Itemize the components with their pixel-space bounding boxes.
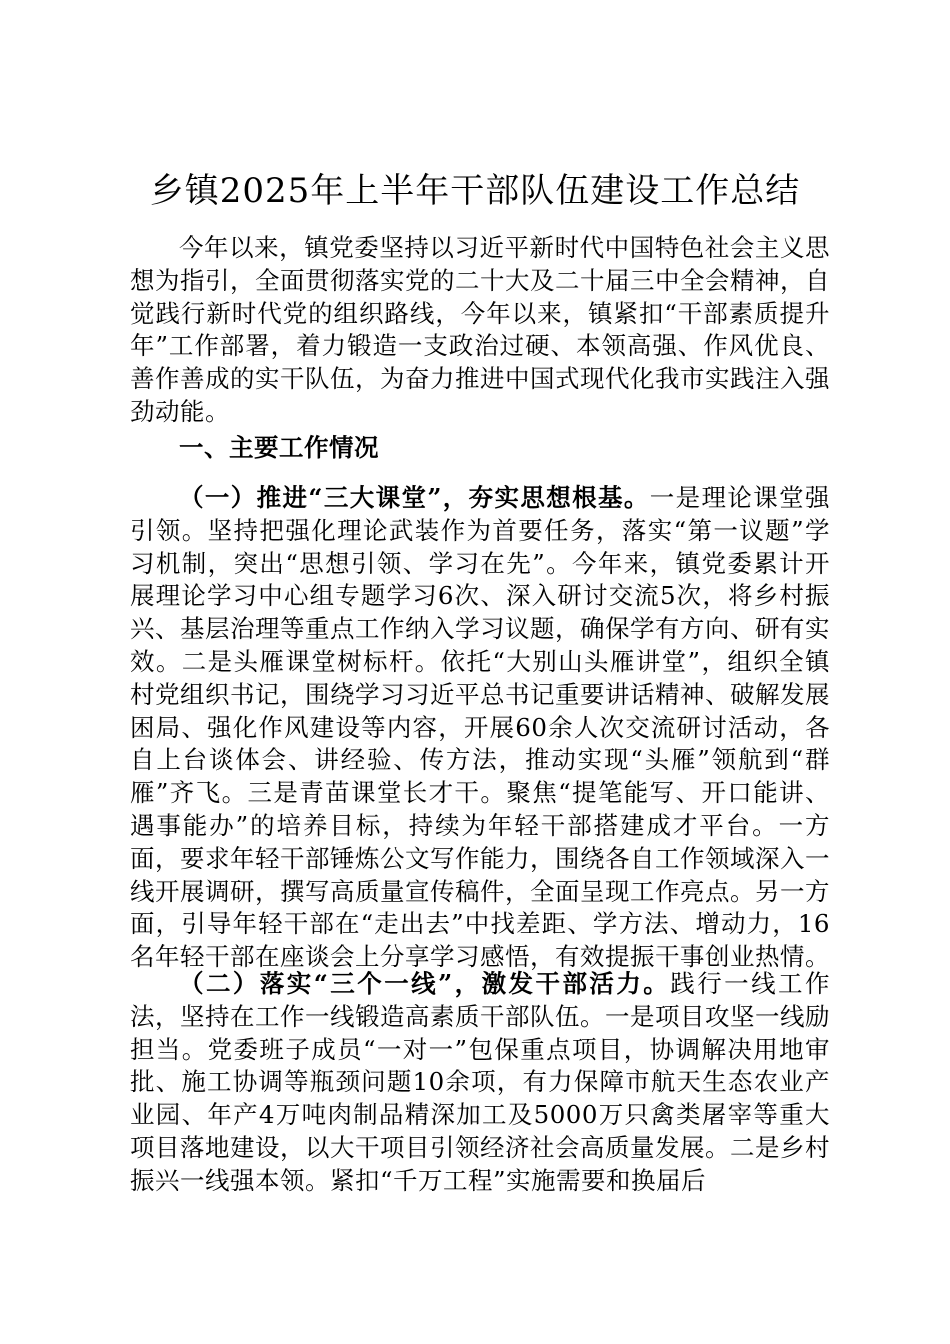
- intro-paragraph: 今年以来，镇党委坚持以习近平新时代中国特色社会主义思想为指引，全面贯彻落实党的二十大及二十届三中全会精神，自觉践行新时代党的组织路线，今年以来，镇紧扣“干部素质提升年”工作部署，着力锻造一支政治过硬、本领高强、作风优良、善作善成的实干队伍，为奋力推进中国式现代化我市实践注入强劲动能。: [130, 233, 830, 426]
- section-heading-main-work: 一、主要工作情况: [179, 433, 379, 462]
- subsection-lead-2: （二）落实“三个一线”，激发干部活力。: [179, 969, 671, 998]
- subsection-lead-1: （一）推进“三大课堂”，夯实思想根基。: [179, 483, 650, 512]
- document-title: 乡镇2025年上半年干部队伍建设工作总结: [149, 171, 801, 211]
- subsection-text-1: 一是理论课堂强引领。坚持把强化理论武装作为首要任务，落实“第一议题”学习机制，突出“思想引领、学习在先”。今年来，镇党委累计开展理论学习中心组专题学习6次、深入研讨交流5次，将乡村振兴、基层治理等重点工作纳入学习议题，确保学有方向、研有实效。二是头雁课堂树标杆。依托“大别山头雁讲堂”，组织全镇村党组织书记，围绕学习习近平总书记重要讲话精神、破解发展困局、强化作风建设等内容，开展60余人次交流研讨活动，各自上台谈体会、讲经验、传方法，推动实现“头雁”领航到“群雁”齐飞。三是青苗课堂长才干。聚焦“提笔能写、开口能讲、遇事能办”的培养目标，持续为年轻干部搭建成才平台。一方面，要求年轻干部锤炼公文写作能力，围绕各自工作领域深入一线开展调研，撰写高质量宣传稿件，全面呈现工作亮点。另一方面，引导年轻干部在“走出去”中找差距、学方法、增动力，16名年轻干部在座谈会上分享学习感悟，有效提振干事创业热情。: [130, 483, 830, 972]
- subsection-paragraph-1: [130, 482, 830, 974]
- subsection-paragraph-2: [130, 968, 830, 1198]
- subsection-text-2: 践行一线工作法，坚持在工作一线锻造高素质干部队伍。一是项目攻坚一线励担当。党委班子成员“一对一”包保重点项目，协调解决用地审批、施工协调等瓶颈问题10余项，有力保障市航天生态农业产业园、年产4万吨肉制品精深加工及5000万只禽类屠宰等重大项目落地建设，以大干项目引领经济社会高质量发展。二是乡村振兴一线强本领。紧扣“千万工程”实施需要和换届后: [130, 969, 831, 1195]
